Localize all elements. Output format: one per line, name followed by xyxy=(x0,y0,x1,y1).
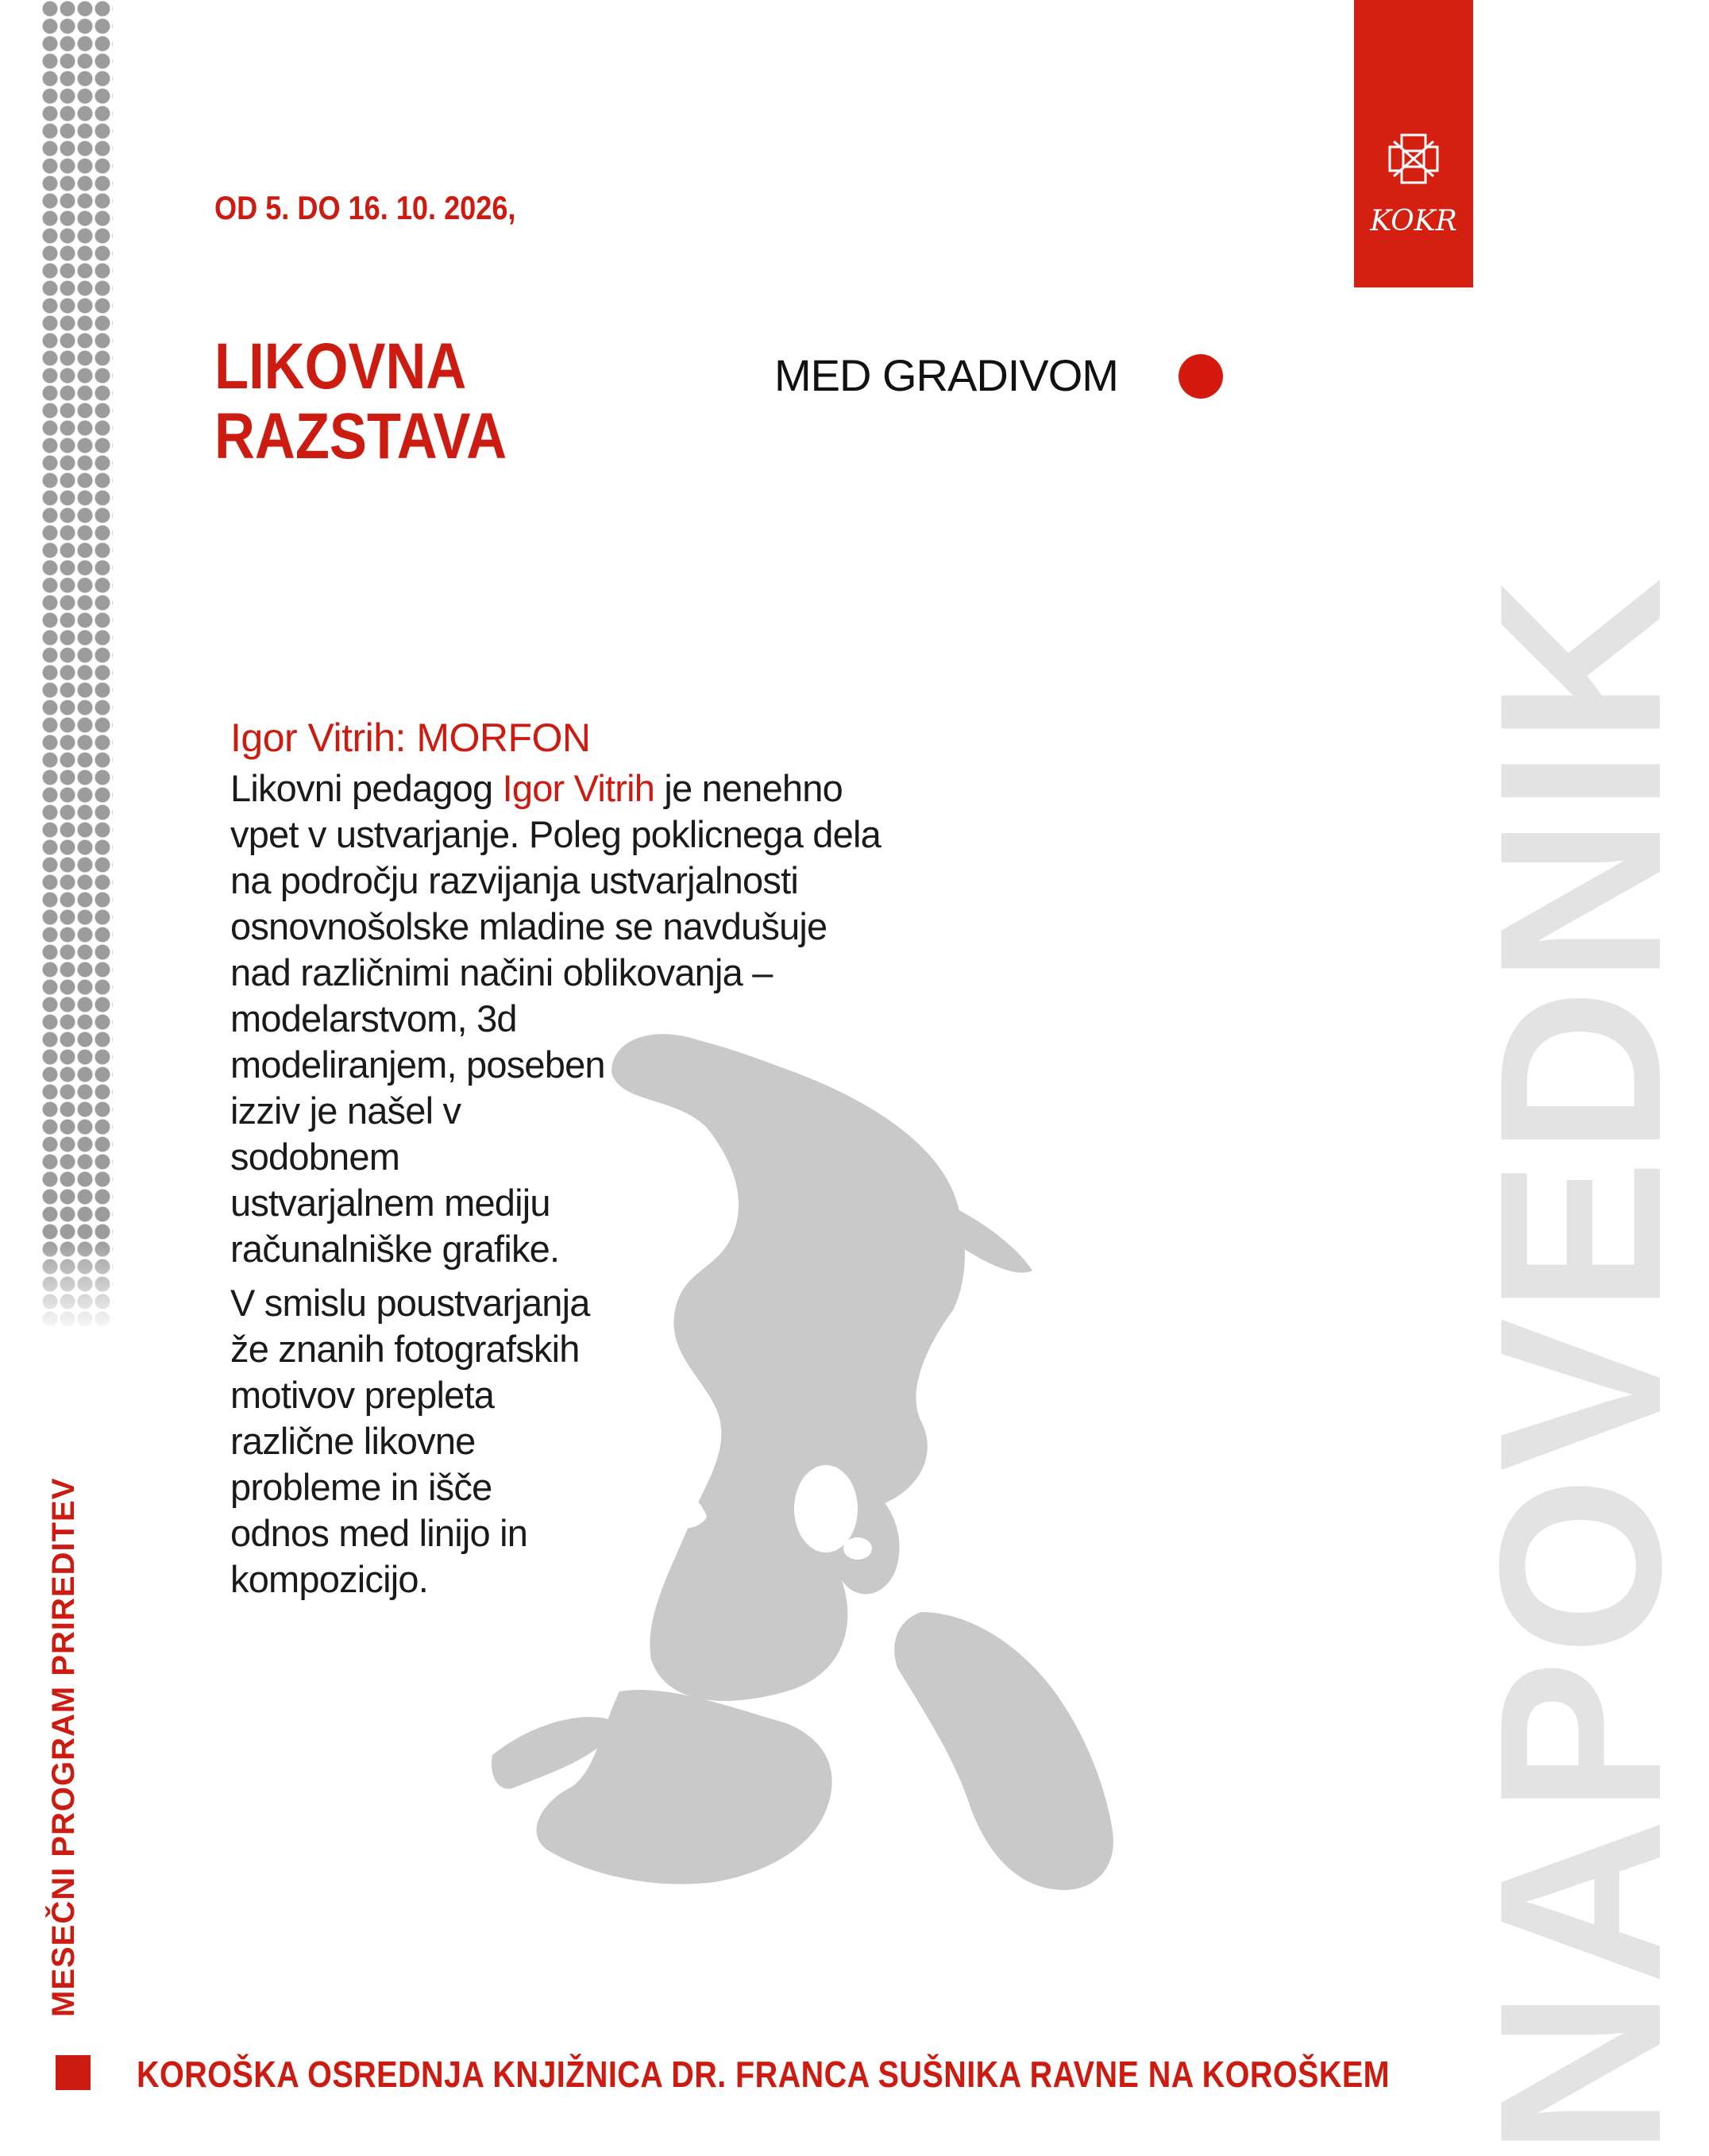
p1-line: na področju razvijanja ustvarjalnosti xyxy=(230,859,798,901)
p2-line: motivov prepleta xyxy=(230,1374,495,1416)
p2-line: V smislu poustvarjanja xyxy=(230,1282,590,1324)
p2-line: odnos med linijo in xyxy=(230,1512,528,1554)
event-type-line-1: LIKOVNA xyxy=(214,330,467,403)
dot-pattern-fade xyxy=(32,1239,119,1334)
p1-line: sodobnem xyxy=(230,1136,400,1178)
footer-square xyxy=(56,2055,91,2090)
article-paragraph-2 xyxy=(230,1280,945,1603)
vertical-word-wrap xyxy=(1318,0,1709,2156)
p2-line: probleme in išče xyxy=(230,1466,492,1508)
p2-line: že znanih fotografskih xyxy=(230,1328,580,1370)
p2-line: kompozicijo. xyxy=(230,1558,428,1600)
artist-name: Igor Vitrih xyxy=(502,767,655,809)
p1-line: nad različnimi načini oblikovanja – xyxy=(230,951,773,993)
p1-line xyxy=(230,767,843,809)
kokr-logo-icon xyxy=(1354,119,1473,262)
p1-line: modeliranjem, poseben xyxy=(230,1043,605,1086)
location-dot xyxy=(1179,354,1223,399)
event-date: OD 5. DO 16. 10. 2026, xyxy=(214,189,516,226)
p2-line: različne likovne xyxy=(230,1420,476,1462)
decorative-dot-pattern xyxy=(41,0,113,1326)
event-type-line-2: RAZSTAVA xyxy=(214,400,507,472)
p1-line-text: je nenehno xyxy=(654,767,843,809)
event-location: MED GRADIVOM xyxy=(774,350,1118,400)
article-paragraph-1 xyxy=(230,766,945,1272)
vertical-word: NAPOVEDNIK xyxy=(1452,573,1709,2156)
event-type-heading xyxy=(214,332,507,472)
p1-line: računalniške grafike. xyxy=(230,1228,560,1270)
p1-line: izziv je našel v xyxy=(230,1090,461,1132)
p1-line: modelarstvom, 3d xyxy=(230,997,517,1039)
p1-line: ustvarjalnem mediju xyxy=(230,1182,550,1224)
article-title: Igor Vitrih: MORFON xyxy=(230,715,591,760)
p1-line: osnovnošolske mladine se navdušuje xyxy=(230,905,827,947)
logo-text: KOKR xyxy=(1370,205,1457,237)
p1-line: vpet v ustvarjanje. Poleg poklicnega dela xyxy=(230,813,881,855)
side-title: MESEČNI PROGRAM PRIREDITEV xyxy=(46,1477,81,2017)
footer-library-name: KOROŠKA OSREDNJA KNJIŽNICA DR. FRANCA SUŠNIKA RAVNE NA KOROŠKEM xyxy=(137,2054,1391,2095)
article xyxy=(230,715,945,1603)
p1-line-text: Likovni pedagog xyxy=(230,767,503,809)
logo-box xyxy=(1354,0,1473,287)
